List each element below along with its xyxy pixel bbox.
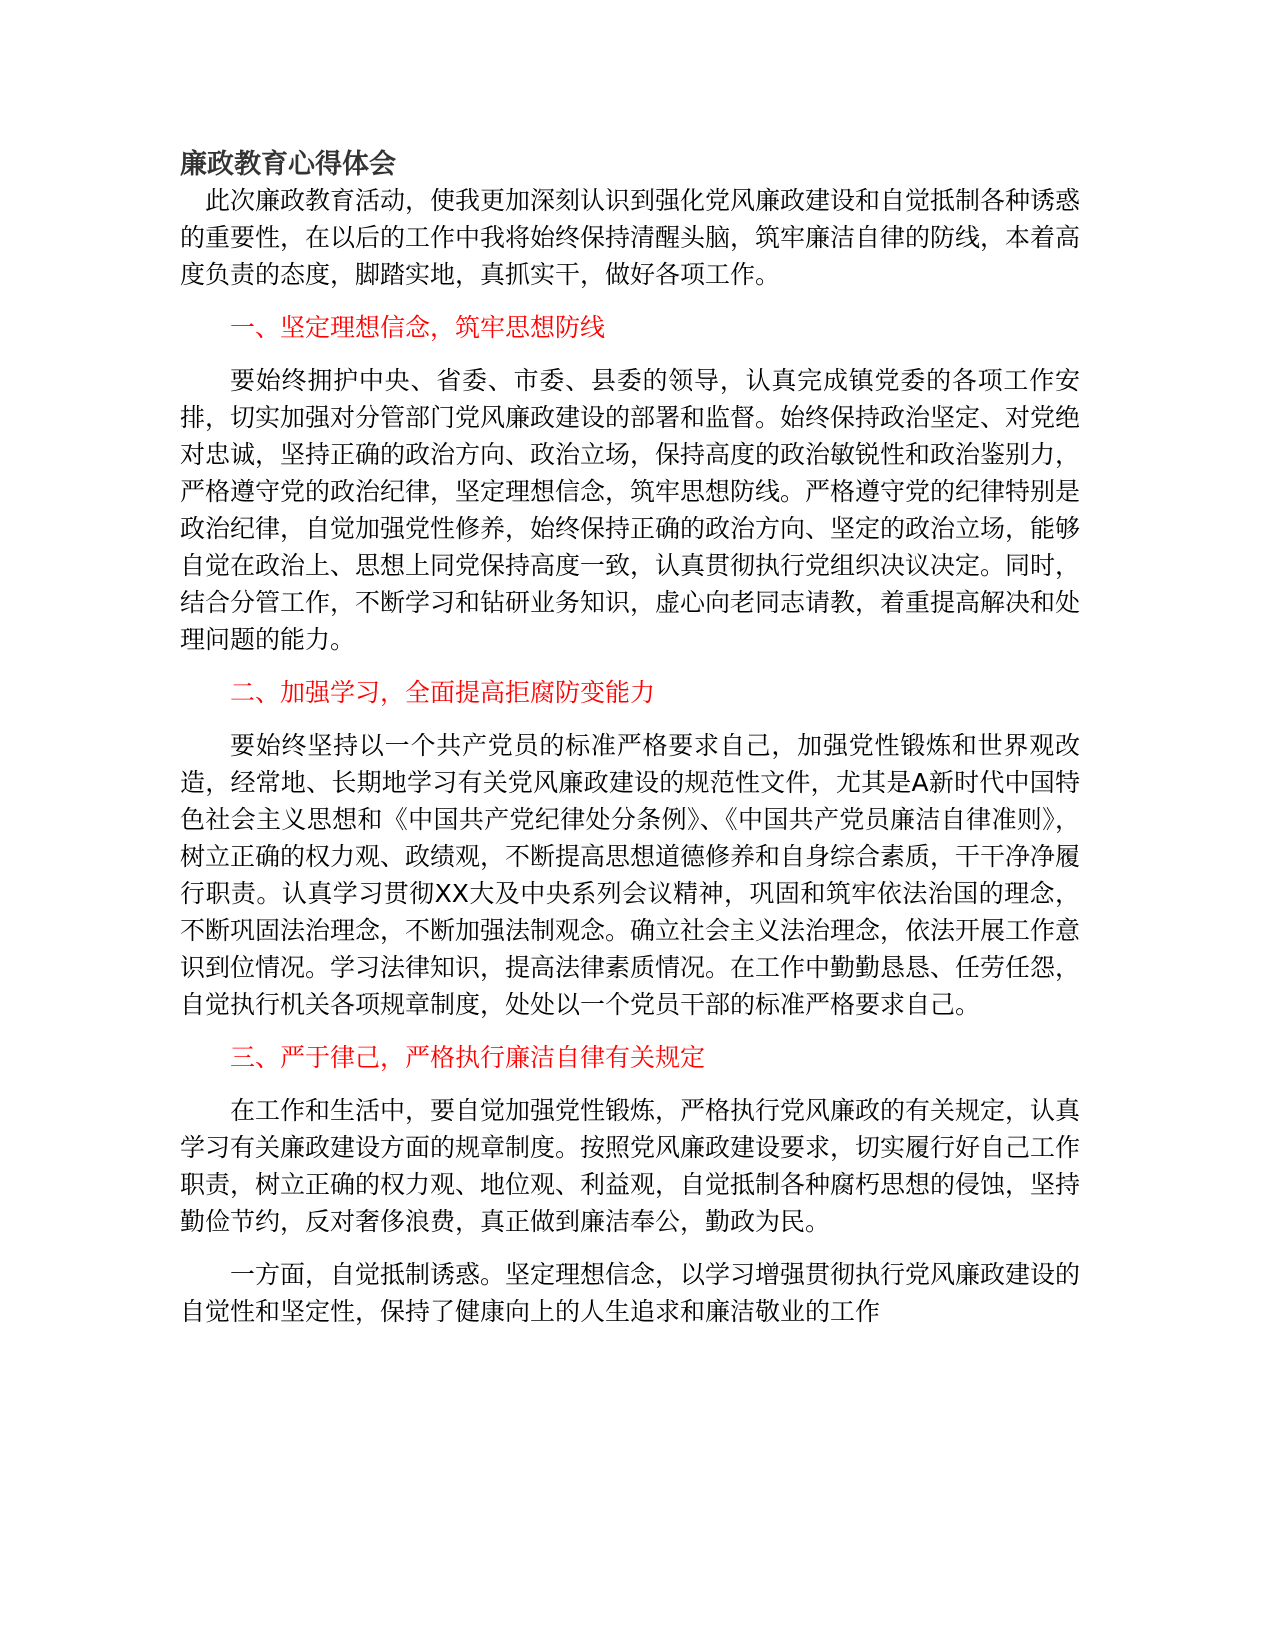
section-2-paragraph-1: 要始终坚持以一个共产党员的标准严格要求自己，加强党性锻炼和世界观改造，经常地、长期地学习有关党风廉政建设的规范性文件，尤其是A新时代中国特色社会主义思想和《中国共产党纪律处分条例》、《中国共产党员廉洁自律准则》，树立正确的权力观、政绩观，不断提高思想道德修养和自身综合素质，干干净净履行职责。认真学习贯彻XX大及中央系列会议精神，巩固和筑牢依法治国的理念，不断巩固法治理念，不断加强法制观念。确立社会主义法治理念，依法开展工作意识到位情况。学习法律知识，提高法律素质情况。在工作中勤勤恳恳、任劳任怨，自觉执行机关各项规章制度，处处以一个党员干部的标准严格要求自己。 <box>180 731 1081 1019</box>
section-heading-3: 三、严于律己，严格执行廉洁自律有关规定 <box>230 1043 706 1072</box>
intro-paragraph: 此次廉政教育活动，使我更加深刻认识到强化党风廉政建设和自觉抵制各种诱惑的重要性，在以后的工作中我将始终保持清醒头脑，筑牢廉洁自律的防线，本着高度负责的态度，脚踏实地，真抓实干，做好各项工作。 <box>180 186 1081 289</box>
document-page <box>180 148 1080 1330</box>
section-heading-1: 一、坚定理想信念，筑牢思想防线 <box>230 313 606 342</box>
document-title: 廉政教育心得体会 <box>180 149 396 180</box>
section-3-paragraph-1: 在工作和生活中，要自觉加强党性锻炼，严格执行党风廉政的有关规定，认真学习有关廉政建设方面的规章制度。按照党风廉政建设要求，切实履行好自己工作职责，树立正确的权力观、地位观、利益观，自觉抵制各种腐朽思想的侵蚀，坚持勤俭节约，反对奢侈浪费，真正做到廉洁奉公，勤政为民。 <box>180 1096 1081 1236</box>
section-1-paragraph-1: 要始终拥护中央、省委、市委、县委的领导，认真完成镇党委的各项工作安排，切实加强对分管部门党风廉政建设的部署和监督。始终保持政治坚定、对党绝对忠诚，坚持正确的政治方向、政治立场，保持高度的政治敏锐性和政治鉴别力，严格遵守党的政治纪律，坚定理想信念，筑牢思想防线。严格遵守党的纪律特别是政治纪律，自觉加强党性修养，始终保持正确的政治方向、坚定的政治立场，能够自觉在政治上、思想上同党保持高度一致，认真贯彻执行党组织决议决定。同时，结合分管工作，不断学习和钻研业务知识，虚心向老同志请教，着重提高解决和处理问题的能力。 <box>180 366 1081 654</box>
section-3-paragraph-2: 一方面，自觉抵制诱惑。坚定理想信念，以学习增强贯彻执行党风廉政建设的自觉性和坚定性，保持了健康向上的人生追求和廉洁敬业的工作 <box>180 1260 1081 1326</box>
section-heading-2: 二、加强学习，全面提高拒腐防变能力 <box>230 678 656 707</box>
